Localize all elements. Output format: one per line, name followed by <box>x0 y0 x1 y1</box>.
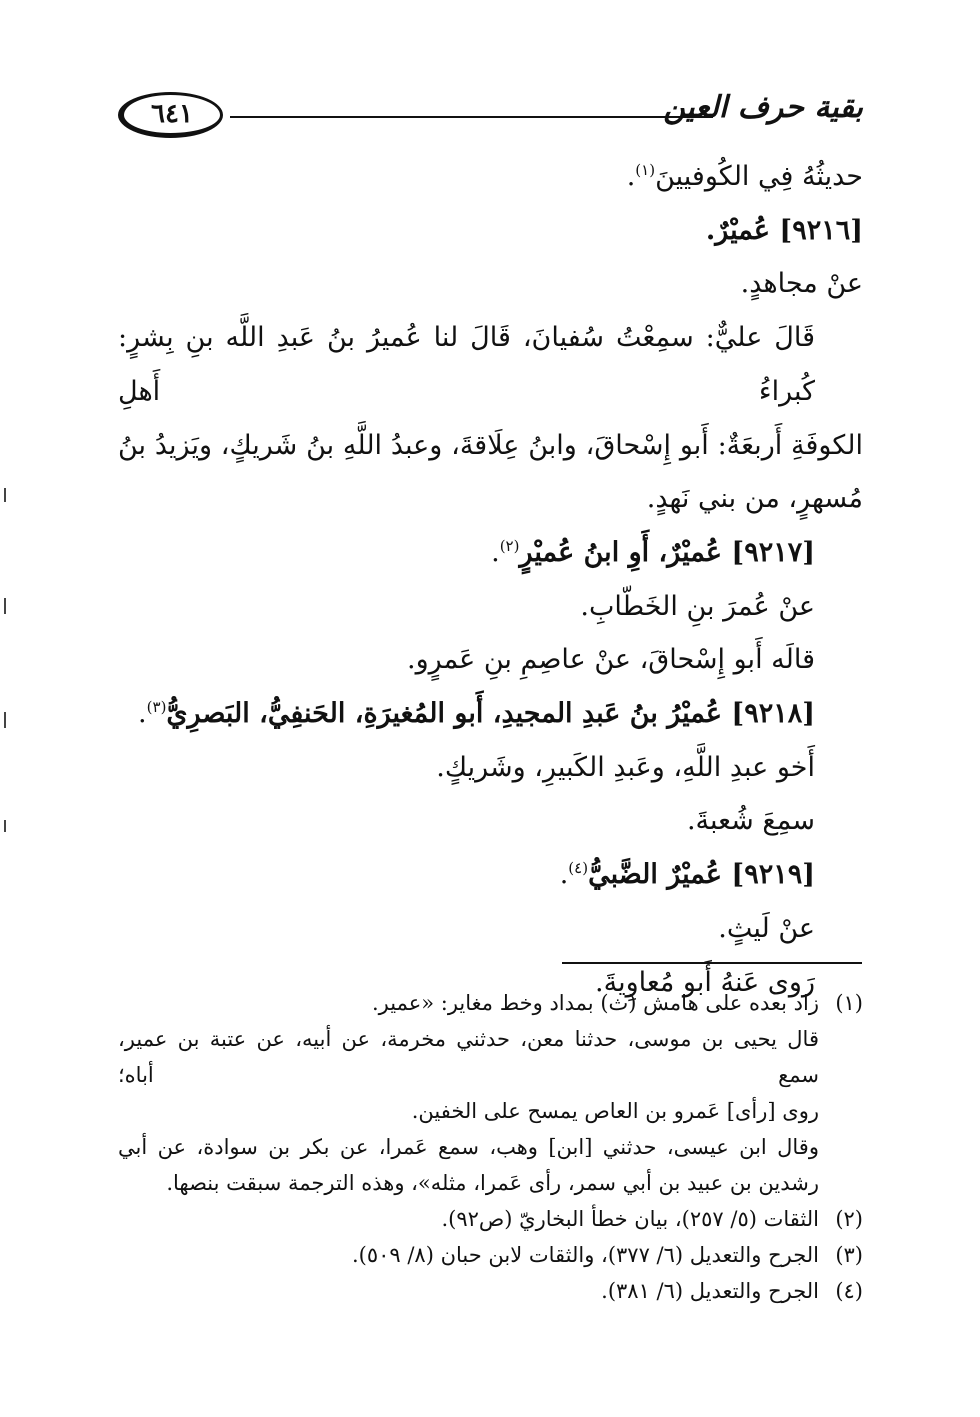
entry-9219 <box>118 848 863 902</box>
footnote-text: الجرح والتعديل (٦/ ٣٨١). <box>601 1279 819 1303</box>
running-title: بقية حرف العين <box>663 90 863 125</box>
scan-margin-mark <box>4 598 6 614</box>
footnote-1-line: وقال ابن عيسى، حدثني [ابن] وهب، سمع عَمرا، عن بكر بن سوادة، عن أبي <box>118 1135 819 1159</box>
text-line: مُسهرٍ، من بني نَهدٍ. <box>646 483 863 515</box>
text-line: رَوى عَنهُ أَبو مُعاوِيةَ. <box>595 966 815 998</box>
text-line: أَخو عبدِ اللَّهِ، وعَبدِ الكَبيرِ، وشَريكٍ. <box>436 751 815 783</box>
footnote-text: زاد بعده على هامش (ث) بمداد وخط مغاير: «عمير. <box>371 991 819 1015</box>
footnote-4 <box>118 1273 863 1309</box>
page-number <box>118 92 223 138</box>
footnote-1-line: رشدين بن عبيد بن أبي سمر، رأى عَمرا، مثله»، وهذه الترجمة سبقت بنصها. <box>166 1171 819 1195</box>
footnote-text: الثقات (٥/ ٢٥٧)، بيان خطأ البخاريّ (ص٩٢). <box>441 1207 819 1231</box>
footnote-number: (١) <box>835 991 863 1015</box>
scan-margin-mark <box>4 488 6 502</box>
footnote-text: الجرح والتعديل (٦/ ٣٧٧)، والثقات لابن حبان (٨/ ٥٠٩). <box>351 1243 819 1267</box>
footnote-number: (٢) <box>835 1207 863 1231</box>
footnote-3 <box>118 1237 863 1273</box>
entry-9217 <box>118 526 863 580</box>
footnote-ref-2: (٢) <box>499 536 520 555</box>
entry-heading: [٩٢١٧] عُميْرٌ، أَوِ ابنُ عُميْرٍ <box>519 536 815 568</box>
text-line: قَالَ عليٌّ: سمِعْتُ سُفيانَ، قَالَ لنا عُميرُ بنُ عَبدِ اللَّه بنِ بِشرٍ: كُبراءُ أَهلِ <box>118 322 815 407</box>
entry-9216: [٩٢١٦] عُميْرٌ. <box>705 214 863 246</box>
footnote-1-line: قال يحيى بن موسى، حدثنا معن، حدثني مخرمة، عن أبيه، عن عتبة بن عمير، سمع أباه؛ <box>118 1027 819 1087</box>
footnotes <box>118 985 863 1309</box>
scan-margin-mark <box>4 820 6 832</box>
text-line <box>118 150 863 204</box>
text-line: عنْ مجاهدٍ. <box>740 268 863 300</box>
text-span: . <box>559 859 569 891</box>
footnote-number: (٤) <box>835 1279 863 1303</box>
footnote-1-line: روى [رأى] عَمرو بن العاص يمسح على الخفين. <box>411 1099 819 1123</box>
text-span: . <box>138 698 147 730</box>
text-line: قالَه أَبو إِسْحاقَ، عنْ عاصِمِ بنِ عَمرٍو. <box>407 644 815 676</box>
footnote-2 <box>118 1201 863 1237</box>
text-line: عنْ عُمرَ بنِ الخَطّابِ. <box>580 590 815 622</box>
scan-margin-mark <box>4 712 6 728</box>
page-number-text: ٦٤١ <box>151 99 193 129</box>
footnote-1 <box>118 985 863 1021</box>
main-text <box>118 150 863 1009</box>
text-span: حديثُهُ فِي الكُوفيينَ <box>655 161 863 192</box>
text-line: سمِعَ شُعبةَ. <box>686 805 815 837</box>
text-span: . <box>626 161 636 192</box>
entry-heading: [٩٢١٩] عُميْرٌ الضَّبيُّ <box>588 859 815 891</box>
entry-heading: [٩٢١٨] عُميْرُ بنُ عَبدِ المجيدِ، أَبو المُغيرَةِ، الحَنفِيُّ، البَصرِيُّ <box>166 698 815 730</box>
footnote-ref-3: (٣) <box>146 698 167 717</box>
page-header <box>118 92 863 136</box>
header-rule <box>230 116 713 118</box>
text-line: عنْ لَيثٍ. <box>718 912 815 944</box>
text-span: . <box>491 536 500 568</box>
footnote-ref-4: (٤) <box>568 859 589 878</box>
footnote-separator <box>562 962 862 964</box>
footnote-ref-1: (١) <box>635 161 656 179</box>
footnote-number: (٣) <box>835 1243 863 1267</box>
text-line: الكوفَةِ أَربعَةٌ: أَبو إِسْحاقَ، وابنُ عِلَاقةَ، وعبدُ اللَّهِ بنُ شَريكٍ، ويَزيدُ بنُ <box>118 429 863 461</box>
entry-9218 <box>118 687 863 741</box>
